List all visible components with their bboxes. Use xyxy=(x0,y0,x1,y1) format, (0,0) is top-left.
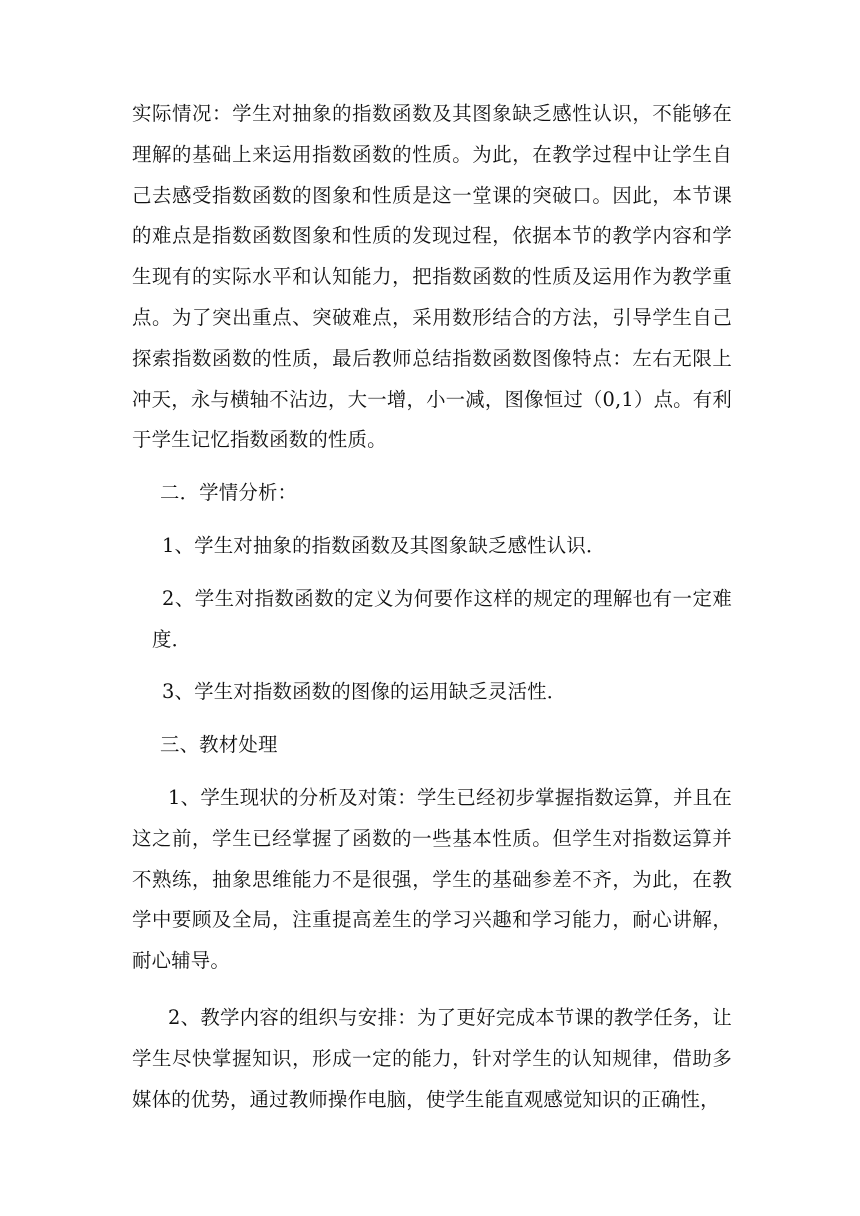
document-body xyxy=(132,94,732,1120)
list-item-3-1: 1、学生现状的分析及对策：学生已经初步掌握指数运算，并且在这之前，学生已经掌握了函数的一些基本性质。但学生对指数运算并不熟练，抽象思维能力不是很强，学生的基础参差不齐，为此，在教学中要顾及全局，注重提高差生的学习兴趣和学习能力，耐心讲解，耐心辅导。 xyxy=(132,785,732,973)
list-item-2-1: 1、学生对抽象的指数函数及其图象缺乏感性认识． xyxy=(162,533,606,557)
intro-paragraph: 实际情况：学生对抽象的指数函数及其图象缺乏感性认识，不能够在理解的基础上来运用指数函数的性质。为此，在教学过程中让学生自己去感受指数函数的图象和性质是这一堂课的突破口。因此，本节课的难点是指数函数图象和性质的发现过程，依据本节的教学内容和学生现有的实际水平和认知能力，把指数函数的性质及运用作为教学重点。为了突出重点、突破难点，采用数形结合的方法，引导学生自己探索指数函数的性质，最后教师总结指数函数图像特点：左右无限上冲天，永与横轴不沾边，大一增，小一减，图像恒过（0,1）点。有利于学生记忆指数函数的性质。 xyxy=(132,102,732,452)
section-heading-2: 二．学情分析： xyxy=(160,481,298,505)
list-item-2-3: 3、学生对指数函数的图像的运用缺乏灵活性． xyxy=(162,680,567,704)
section-heading-3: 三、教材处理 xyxy=(160,733,278,757)
list-item-2-2: 2、学生对指数函数的定义为何要作这样的规定的理解也有一定难度． xyxy=(152,586,732,651)
list-item-3-2: 2、教学内容的组织与安排：为了更好完成本节课的教学任务，让学生尽快掌握知识，形成一定的能力，针对学生的认知规律，借助多媒体的优势，通过教师操作电脑，使学生能直观感觉知识的正确性， xyxy=(132,1005,732,1111)
